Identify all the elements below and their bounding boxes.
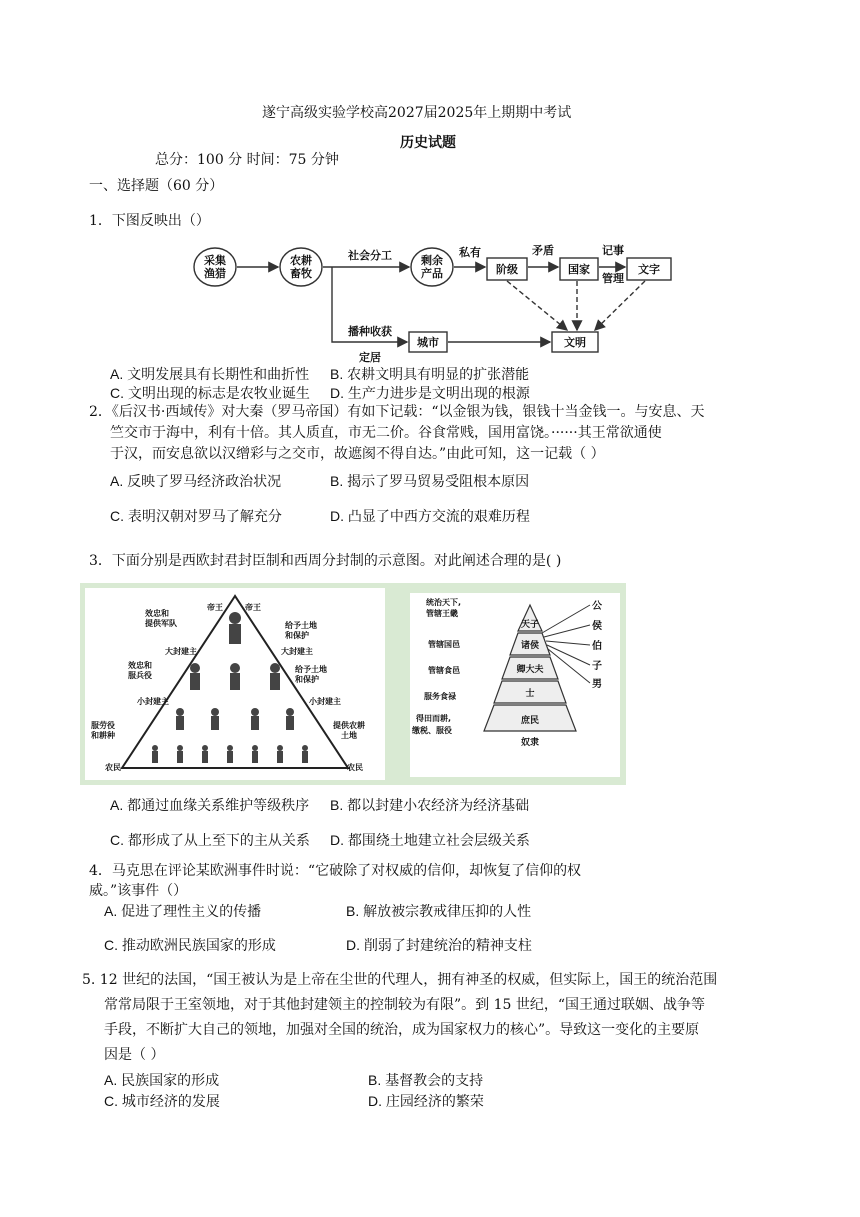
zhou-fengjian-pyramid	[410, 593, 620, 777]
state-label: 国家	[568, 263, 590, 276]
q4-option-c: C. 推动欧洲民族国家的形成	[104, 937, 276, 953]
q5-option-d: D. 庄园经济的繁荣	[368, 1093, 484, 1109]
q4-option-d: D. 削弱了封建统治的精神支柱	[346, 937, 532, 953]
west-feudal-pyramid	[85, 588, 385, 780]
q2-option-d: D. 凸显了中西方交流的艰难历程	[330, 508, 530, 524]
west-loyal2-2: 服兵役	[128, 671, 152, 680]
surplus-label-1: 剩余	[421, 254, 443, 267]
q3-option-c: C. 都形成了从上至下的主从关系	[110, 832, 310, 848]
rank-gong: 公	[592, 601, 602, 612]
settle-label: 定居	[359, 351, 381, 364]
west-peasant-left: 农民	[105, 763, 121, 772]
class-label: 阶级	[496, 263, 518, 276]
zhou-rule-1: 统治天下,	[426, 598, 462, 607]
q1-stem: 1．下图反映出（）	[89, 213, 210, 229]
west-king-right: 帝王	[245, 603, 261, 612]
west-giveland3-1: 提供农耕	[333, 721, 365, 730]
q1-option-d: D. 生产力进步是文明出现的根源	[330, 385, 530, 401]
rank-hou: 侯	[592, 621, 602, 632]
west-giveland-1: 给予土地	[285, 621, 317, 630]
zhou-manage-state: 管辖国邑	[428, 640, 460, 649]
zhou-serve: 服务食禄	[424, 692, 456, 701]
q5-line-1: 5. 12 世纪的法国，“国王被认为是上帝在尘世的代理人，拥有神圣的权威，但实际上，国王的统治范围	[82, 972, 718, 988]
q1-option-c: C. 文明出现的标志是农牧业诞生	[110, 385, 310, 401]
rank-zi: 子	[592, 661, 602, 672]
farm-label-1: 农耕	[290, 254, 312, 267]
division-label: 社会分工	[348, 249, 392, 262]
zhou-nuli: 奴隶	[520, 738, 540, 748]
q3-stem: 3．下面分别是西欧封君封臣制和西周分封制的示意图。对此阐述合理的是( )	[89, 553, 562, 569]
west-biglord-right: 大封建主	[281, 647, 313, 656]
private-label: 私有	[459, 246, 481, 259]
q5-line-2: 常常局限于王室领地，对于其他封建领主的控制较为有限”。到 15 世纪，“国王通过联姻、战争等	[104, 997, 706, 1013]
subject-title: 历史试题	[400, 135, 456, 151]
west-king-left: 帝王	[207, 603, 223, 612]
zhou-tianzi: 天子	[520, 620, 540, 630]
record-label: 记事	[602, 244, 624, 257]
zhou-rule-2: 管辖王畿	[426, 609, 458, 618]
q3-option-b: B. 都以封建小农经济为经济基础	[330, 797, 530, 813]
gather-label-2: 渔猎	[204, 267, 226, 280]
q1-civilization-flow-diagram	[185, 240, 675, 365]
q5-option-c: C. 城市经济的发展	[104, 1093, 220, 1109]
farm-label-2: 畜牧	[290, 267, 312, 280]
q1-option-b: B. 农耕文明具有明显的扩张潜能	[330, 366, 530, 382]
west-giveland2-2: 和保护	[295, 675, 319, 684]
west-smalllord-right: 小封建主	[309, 697, 341, 706]
west-giveland3-2: 土地	[341, 731, 357, 740]
writing-label: 文字	[638, 263, 660, 276]
manage-label: 管理	[602, 272, 624, 285]
west-peasant-right: 农民	[347, 763, 363, 772]
zhou-shumin: 庶民	[520, 716, 540, 726]
q2-option-b: B. 揭示了罗马贸易受阻根本原因	[330, 473, 530, 489]
q5-option-a: A. 民族国家的形成	[104, 1072, 220, 1088]
q1-option-a: A. 文明发展具有长期性和曲折性	[110, 366, 310, 382]
civilization-label: 文明	[564, 336, 586, 349]
west-labor-2: 和耕种	[91, 731, 115, 740]
exam-title: 遂宁高级实验学校高2027届2025年上期期中考试	[262, 105, 572, 121]
surplus-label-2: 产品	[421, 267, 443, 280]
west-giveland2-1: 给予土地	[295, 665, 327, 674]
west-smalllord-left: 小封建主	[137, 697, 169, 706]
west-biglord-left: 大封建主	[165, 647, 197, 656]
zhou-manage-fief: 管辖食邑	[428, 666, 460, 675]
q5-option-b: B. 基督教会的支持	[368, 1072, 484, 1088]
q3-figure-panel	[80, 583, 626, 785]
q2-line-1: 2．《后汉书·西域传》对大秦（罗马帝国）有如下记载：“以金银为钱，银钱十当金钱一。与安息、天	[89, 404, 705, 420]
q4-option-a: A. 促进了理性主义的传播	[104, 903, 262, 919]
conflict-label: 矛盾	[532, 244, 554, 257]
west-loyal2-1: 效忠和	[128, 661, 152, 670]
west-loyal-1: 效忠和	[145, 609, 169, 618]
q4-line-1: 4．马克思在评论某欧洲事件时说：“它破除了对权威的信仰，却恢复了信仰的权	[89, 863, 582, 879]
zhou-shi: 士	[525, 689, 535, 699]
q5-line-3: 手段，不断扩大自己的领地，加强对全国的统治，成为国家权力的核心”。导致这一变化的主要原	[104, 1022, 700, 1038]
west-giveland-2: 和保护	[285, 631, 309, 640]
west-loyal-2: 提供军队	[145, 619, 177, 628]
q4-line-2: 威。”该事件（）	[89, 883, 188, 899]
q2-line-2: 竺交市于海中，利有十倍。其人质直，市无二价。谷食常贱，国用富饶。······其王常欲通使	[110, 425, 662, 441]
zhou-zhuhou: 诸侯	[520, 641, 540, 651]
rank-nan: 男	[592, 679, 602, 690]
west-labor-1: 服劳役	[91, 721, 115, 730]
exam-meta: 总分：100 分 时间：75 分钟	[155, 152, 339, 168]
q3-option-a: A. 都通过血缘关系维护等级秩序	[110, 797, 310, 813]
q2-option-c: C. 表明汉朝对罗马了解充分	[110, 508, 282, 524]
q2-line-3: 于汉，而安息欲以汉缯彩与之交市，故遮阂不得自达。”由此可知，这一记载（ ）	[110, 446, 605, 462]
q2-option-a: A. 反映了罗马经济政治状况	[110, 473, 282, 489]
zhou-farm-1: 得田而耕,	[416, 714, 452, 723]
q4-option-b: B. 解放被宗教戒律压抑的人性	[346, 903, 532, 919]
zhou-farm-2: 缴税、服役	[412, 726, 452, 735]
sowing-label: 播种收获	[348, 325, 392, 338]
city-label: 城市	[417, 336, 439, 349]
rank-bo: 伯	[592, 641, 602, 652]
gather-label-1: 采集	[204, 254, 226, 267]
section-heading: 一、选择题（60 分）	[89, 178, 224, 194]
q3-option-d: D. 都围绕土地建立社会层级关系	[330, 832, 530, 848]
zhou-qingdafu: 卿大夫	[516, 665, 544, 675]
q5-line-4: 因是（ ）	[104, 1047, 165, 1063]
